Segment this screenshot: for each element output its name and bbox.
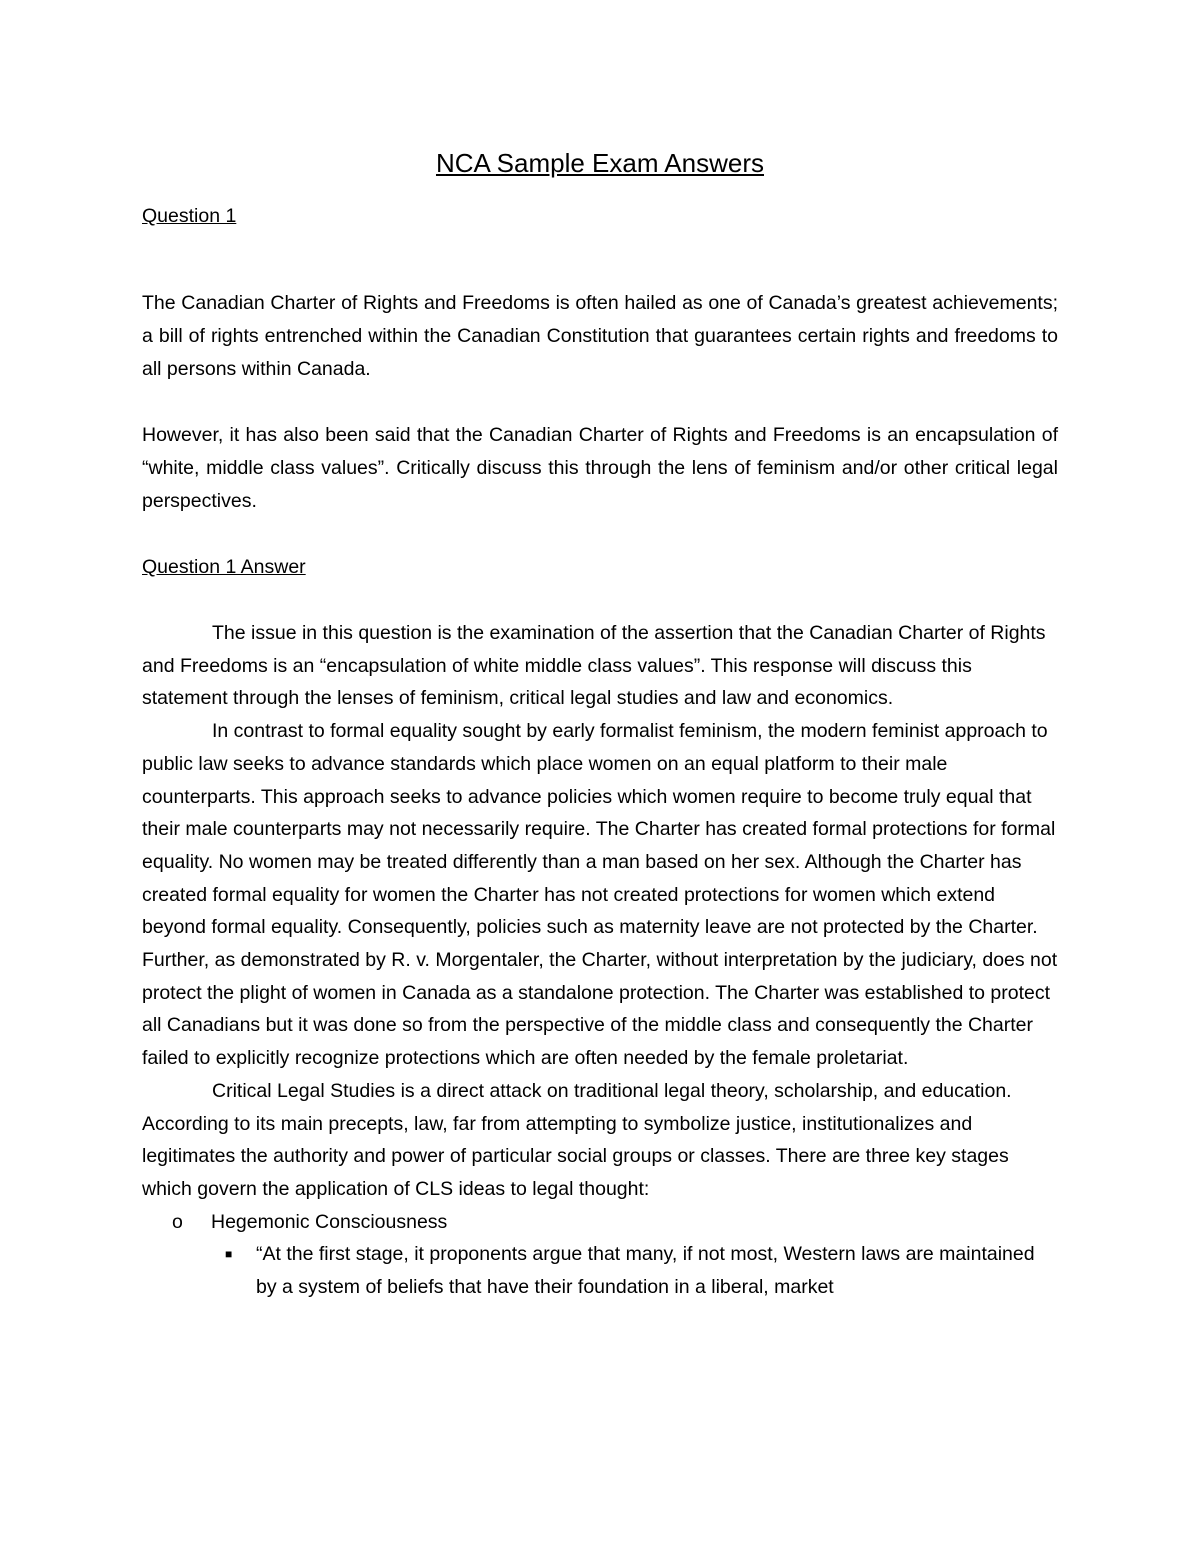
answer-paragraph-2: In contrast to formal equality sought by early formalist feminism, the modern feminist approach to public law seeks to advance standards which place women on an equal platform to their male counterparts. This approach seeks to advance policies which women require to become truly equal that their male counterparts may not necessarily require. The Charter has created formal protections for formal equality. No women may be treated differently than a man based on her sex. Although the Charter has created formal equality for women the Charter has not created protections for women which extend beyond formal equality. Consequently, policies such as maternity leave are not protected by the Charter. Further, as demonstrated by R. v. Morgentaler, the Charter, without interpretation by the judiciary, does not protect the plight of women in Canada as a standalone protection. The Charter was established to protect all Canadians but it was done so from the perspective of the middle class and consequently the Charter failed to explicitly recognize protections which are often needed by the female proletariat.: [142, 720, 1058, 1070]
document-title: NCA Sample Exam Answers: [435, 148, 764, 178]
answer-body: [142, 617, 1058, 1304]
list-item-level-1: [142, 1206, 1058, 1239]
list-item-level-2: [142, 1238, 1058, 1303]
list-item-label: Hegemonic Consciousness: [211, 1210, 448, 1233]
question-paragraph-2: However, it has also been said that the Canadian Charter of Rights and Freedoms is an encapsulation of “white, middle class values”. Critically discuss this through the lens of feminism and/or other critical legal perspectives.: [142, 424, 1058, 512]
question-paragraph-1: The Canadian Charter of Rights and Freedoms is often hailed as one of Canada’s greatest achievements; a bill of rights entrenched within the Canadian Constitution that guarantees certain rights and freedoms to all persons within Canada.: [142, 292, 1058, 380]
square-bullet-icon: ■: [225, 1247, 233, 1262]
document-page: [142, 140, 1058, 1304]
answer-paragraph-1: The issue in this question is the examination of the assertion that the Canadian Charter of Rights and Freedoms is an “encapsulation of white middle class values”. This response will discuss this statement through the lenses of feminism, critical legal studies and law and economics.: [142, 622, 1046, 710]
hollow-bullet-icon: o: [172, 1210, 183, 1233]
answer-paragraph-3: Critical Legal Studies is a direct attack on traditional legal theory, scholarship, and education. According to its main precepts, law, far from attempting to symbolize justice, institutionalizes and legitimates the authority and power of particular social groups or classes. There are three key stages which govern the application of CLS ideas to legal thought:: [142, 1079, 1012, 1200]
question-heading: Question 1: [142, 205, 237, 227]
list-item-text: “At the first stage, it proponents argue that many, if not most, Western laws are maintained by a system of beliefs that have their foundation in a liberal, market: [256, 1243, 1035, 1299]
answer-heading: Question 1 Answer: [142, 556, 306, 578]
